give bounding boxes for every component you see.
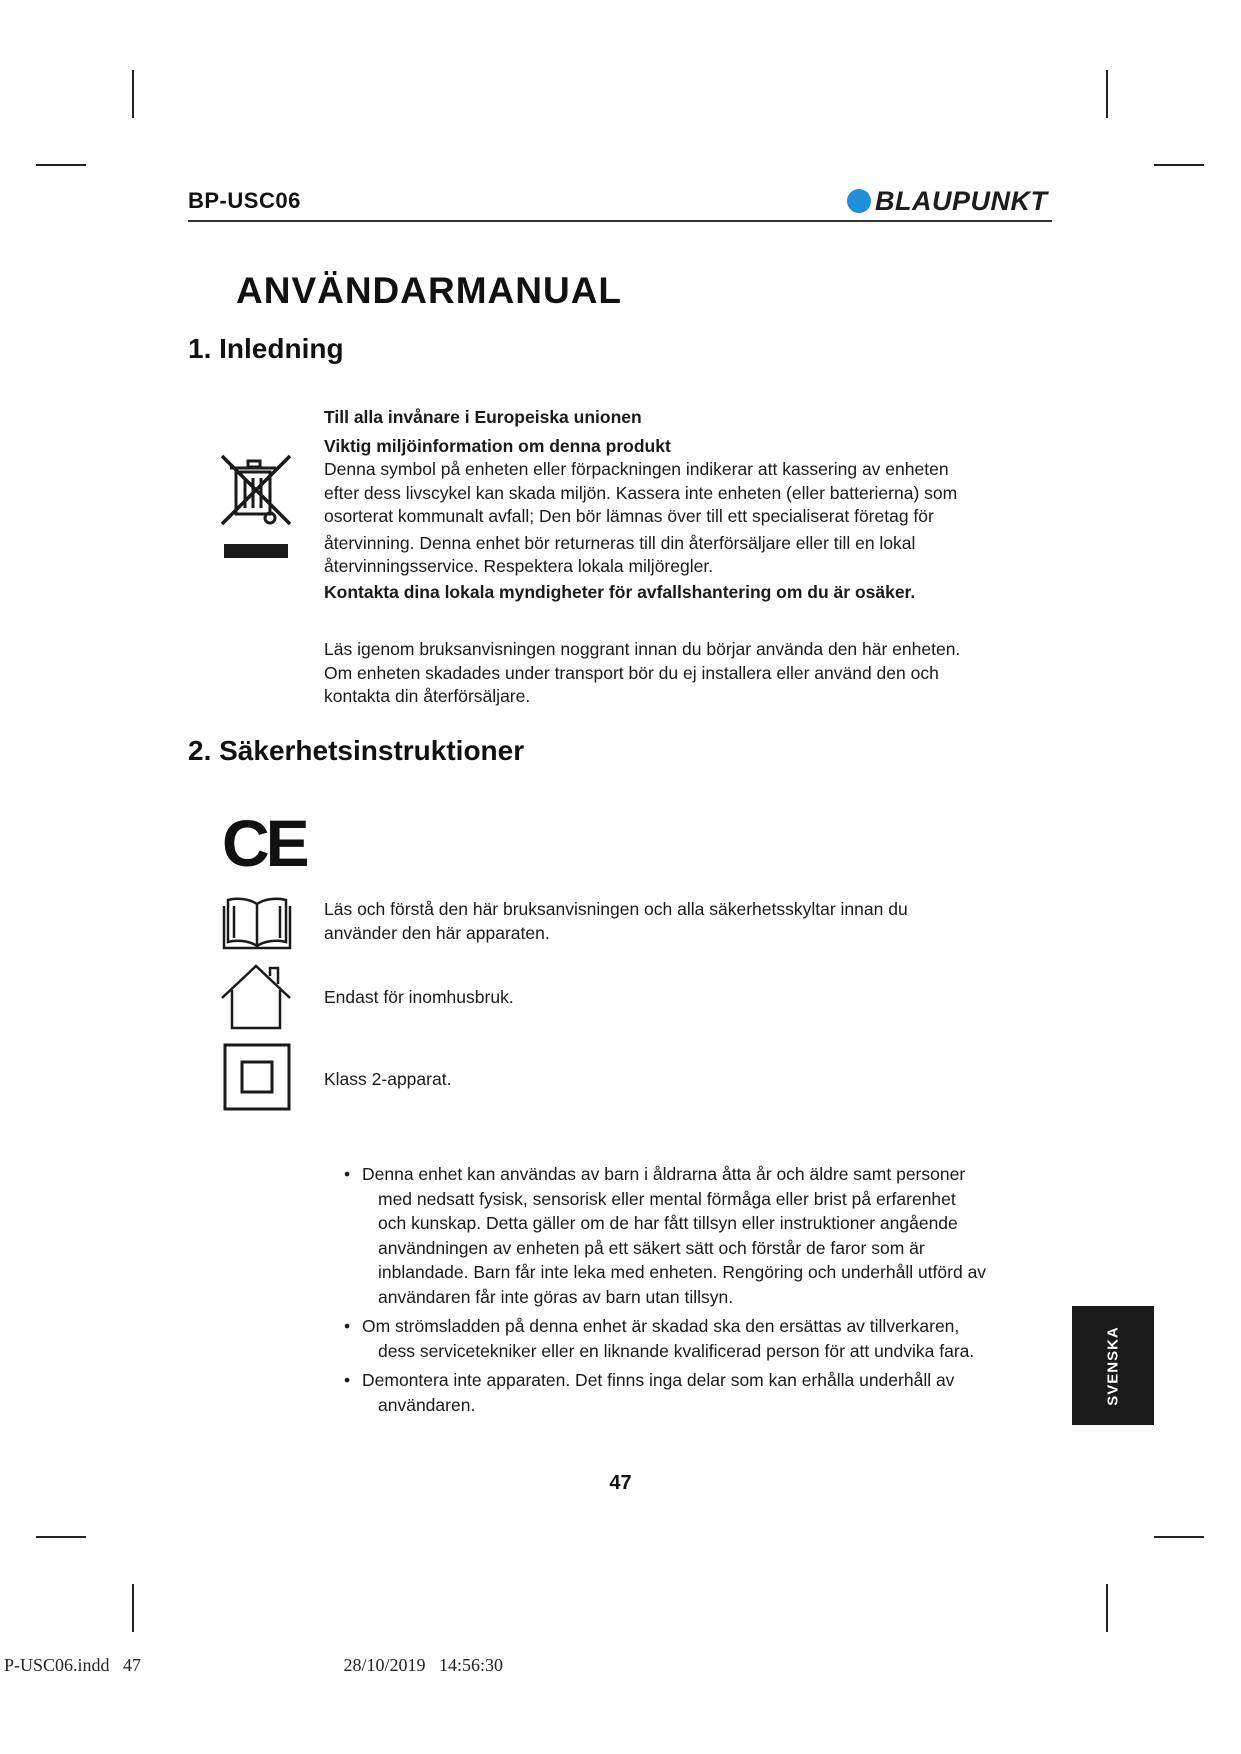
read-text-line: Om enheten skadades under transport bör du ej installera eller använd den och [324,662,939,683]
eu-heading: Till alla invånare i Europeiska unionen [324,407,642,427]
read-manual-icon [220,896,294,952]
page-number: 47 [609,1472,632,1494]
brand-name: BLAUPUNKT [875,185,1048,216]
weee-text-line: återvinningsservice. Respektera lokala miljöregler. [324,556,714,576]
indoor-symbol-text: Endast för inomhusbruk. [324,987,514,1007]
bullet-text-line: dess servicetekniker eller en liknande kvalificerad person för att undvika fara. [378,1340,975,1361]
safety-bullet-list [334,1162,1014,1422]
env-heading: Viktig miljöinformation om denna produkt [324,435,671,456]
indoor-house-icon [218,962,294,1032]
crop-mark [36,1536,86,1538]
crop-mark [132,70,134,118]
bullet-text-line: och kunskap. Detta gäller om de har fått tillsyn eller instruktioner angående [378,1213,958,1233]
class-2-icon [222,1042,292,1112]
header-divider [188,220,1052,222]
bullet-text-line: • Om strömsladden på denna enhet är skadad ska den ersättas av tillverkaren, [362,1316,960,1336]
section-heading-introduction: 1. Inledning [188,333,344,364]
model-number: BP-USC06 [188,188,301,213]
bullet-text-line: användaren får inte göras av barn utan tillsyn. [378,1286,734,1307]
class2-symbol-text: Klass 2-apparat. [324,1069,452,1089]
bullet-text-line: användaren. [378,1394,476,1415]
read-text-line: kontakta din återförsäljare. [324,686,531,706]
language-tab-label: SVENSKA [1104,1325,1122,1406]
manual-text-line: använder den här apparaten. [324,922,550,943]
weee-text-line: osorterat kommunalt avfall; Den bör lämnas över till ett specialiserat företag för [324,506,934,526]
manual-symbol-text [324,898,1044,945]
crop-mark [132,1584,134,1632]
list-item [334,1314,1014,1363]
crop-mark [1154,164,1204,166]
bullet-text-line: • Demontera inte apparaten. Det finns inga delar som kan erhålla underhåll av [362,1370,955,1390]
crop-mark [1106,70,1108,118]
read-instructions-block [324,638,1064,709]
page-title: ANVÄNDARMANUAL [236,270,623,311]
manual-text-line: Läs och förstå den här bruksanvisningen och alla säkerhetsskyltar innan du [324,899,908,919]
eu-notice-block [324,406,1044,604]
contact-note: Kontakta dina lokala myndigheter för avfallshantering om du är osäker. [324,581,916,602]
list-item [334,1368,1014,1417]
section-heading-safety: 2. Säkerhetsinstruktioner [188,735,525,766]
language-tab [1072,1306,1154,1425]
crop-mark [1106,1584,1108,1632]
brand-logo [847,186,1048,216]
bullet-text-line: • Denna enhet kan användas av barn i åldrarna åtta år och äldre samt personer [362,1164,966,1184]
weee-text-line: efter dess livscykel kan skada miljön. Kassera inte enheten (eller batterierna) som [324,482,958,503]
list-item [334,1162,1014,1309]
weee-text-line: återvinning. Denna enhet bör returneras till din återförsäljare eller till en lokal [324,532,916,553]
bullet-text-line: med nedsatt fysisk, sensorisk eller mental förmåga eller brist på erfarenhet [378,1188,956,1209]
weee-text-line: Denna symbol på enheten eller förpackningen indikerar att kassering av enheten [324,459,949,479]
brand-dot-icon [847,189,871,213]
crop-mark [1154,1536,1204,1538]
crossed-bin-icon [218,452,296,562]
bullet-text-line: inblandade. Barn får inte leka med enheten. Rengöring och underhåll utförd av [378,1262,987,1282]
crop-mark [36,164,86,166]
ce-mark-icon: CE [222,806,306,880]
read-text-line: Läs igenom bruksanvisningen noggrant innan du börjar använda den här enheten. [324,639,961,659]
print-slug: P-USC06.indd 47 28/10/2019 14:56:30 [4,1655,504,1675]
bullet-text-line: användningen av enheten på ett säkert sätt och förstår de faror som är [378,1237,925,1258]
